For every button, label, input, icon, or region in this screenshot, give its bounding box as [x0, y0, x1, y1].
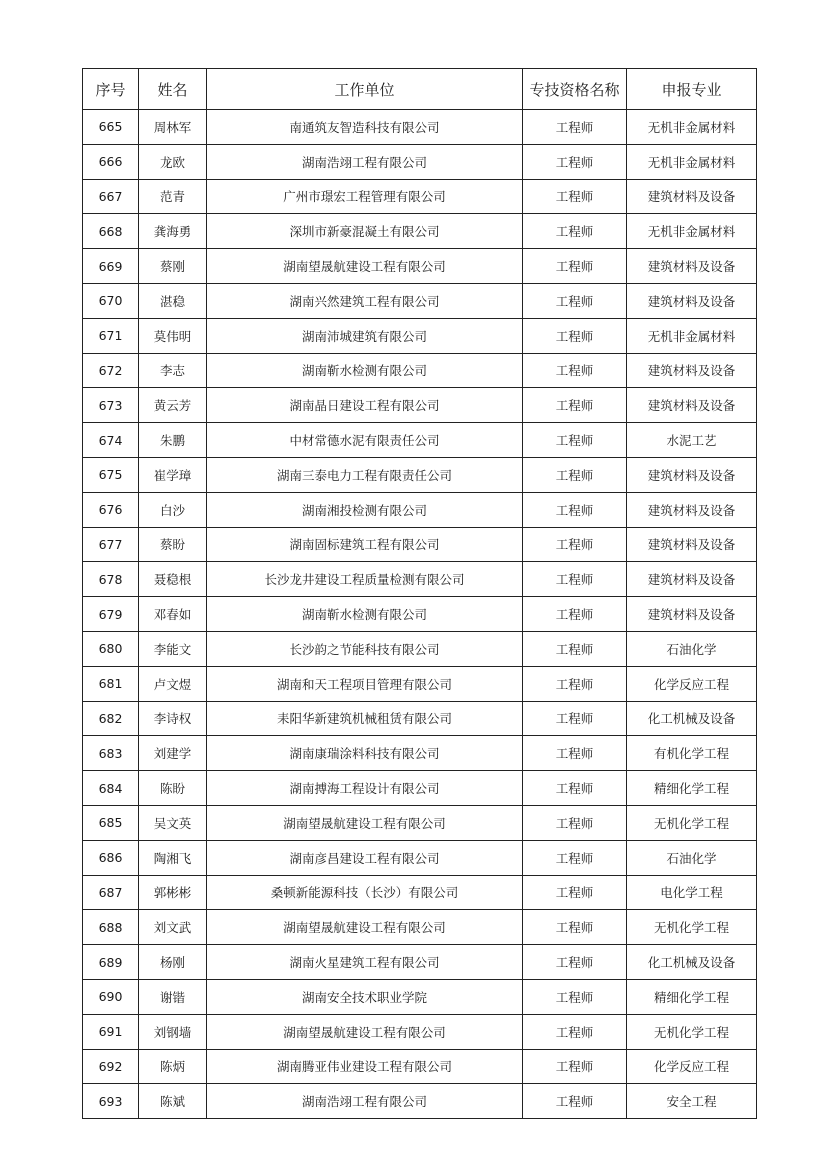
header-serial-number: 序号 — [83, 69, 139, 110]
cell-serial-number: 667 — [83, 179, 139, 214]
header-qualification: 专技资格名称 — [523, 69, 627, 110]
cell-qualification: 工程师 — [523, 562, 627, 597]
cell-work-unit: 长沙龙井建设工程质量检测有限公司 — [207, 562, 523, 597]
table-row — [83, 527, 757, 562]
cell-qualification: 工程师 — [523, 179, 627, 214]
table-row — [83, 353, 757, 388]
cell-specialty: 建筑材料及设备 — [627, 492, 757, 527]
table-row — [83, 736, 757, 771]
cell-name: 周林军 — [139, 110, 207, 145]
cell-serial-number: 687 — [83, 875, 139, 910]
table-row — [83, 1084, 757, 1119]
table-row — [83, 1049, 757, 1084]
cell-work-unit: 桑顿新能源科技（长沙）有限公司 — [207, 875, 523, 910]
cell-work-unit: 湖南望晟航建设工程有限公司 — [207, 910, 523, 945]
cell-name: 吴文英 — [139, 805, 207, 840]
cell-name: 湛稳 — [139, 283, 207, 318]
cell-name: 李诗权 — [139, 701, 207, 736]
cell-work-unit: 湖南兴然建筑工程有限公司 — [207, 283, 523, 318]
table-row — [83, 457, 757, 492]
table-row — [83, 388, 757, 423]
cell-qualification: 工程师 — [523, 214, 627, 249]
cell-qualification: 工程师 — [523, 1049, 627, 1084]
cell-serial-number: 674 — [83, 423, 139, 458]
cell-specialty: 石油化学 — [627, 840, 757, 875]
cell-specialty: 石油化学 — [627, 631, 757, 666]
cell-serial-number: 675 — [83, 457, 139, 492]
cell-serial-number: 668 — [83, 214, 139, 249]
cell-qualification: 工程师 — [523, 457, 627, 492]
cell-qualification: 工程师 — [523, 771, 627, 806]
personnel-table — [82, 68, 757, 1119]
cell-work-unit: 湖南搏海工程设计有限公司 — [207, 771, 523, 806]
cell-serial-number: 672 — [83, 353, 139, 388]
cell-work-unit: 湖南安全技术职业学院 — [207, 979, 523, 1014]
cell-specialty: 建筑材料及设备 — [627, 562, 757, 597]
cell-serial-number: 679 — [83, 597, 139, 632]
cell-name: 刘建学 — [139, 736, 207, 771]
cell-serial-number: 690 — [83, 979, 139, 1014]
table-row — [83, 597, 757, 632]
cell-name: 李能文 — [139, 631, 207, 666]
cell-specialty: 建筑材料及设备 — [627, 597, 757, 632]
cell-serial-number: 671 — [83, 318, 139, 353]
cell-work-unit: 湖南靳水检测有限公司 — [207, 353, 523, 388]
cell-serial-number: 665 — [83, 110, 139, 145]
cell-qualification: 工程师 — [523, 805, 627, 840]
cell-work-unit: 湖南湘投检测有限公司 — [207, 492, 523, 527]
cell-serial-number: 685 — [83, 805, 139, 840]
cell-work-unit: 湖南望晟航建设工程有限公司 — [207, 249, 523, 284]
cell-serial-number: 686 — [83, 840, 139, 875]
cell-specialty: 无机化学工程 — [627, 1014, 757, 1049]
cell-specialty: 无机化学工程 — [627, 805, 757, 840]
cell-name: 蔡刚 — [139, 249, 207, 284]
cell-qualification: 工程师 — [523, 144, 627, 179]
cell-serial-number: 676 — [83, 492, 139, 527]
cell-name: 陶湘飞 — [139, 840, 207, 875]
cell-qualification: 工程师 — [523, 840, 627, 875]
table-row — [83, 144, 757, 179]
table-row — [83, 840, 757, 875]
cell-specialty: 有机化学工程 — [627, 736, 757, 771]
cell-name: 龙欧 — [139, 144, 207, 179]
cell-qualification: 工程师 — [523, 353, 627, 388]
cell-name: 范青 — [139, 179, 207, 214]
cell-specialty: 无机非金属材料 — [627, 144, 757, 179]
cell-specialty: 精细化学工程 — [627, 979, 757, 1014]
cell-work-unit: 湖南腾亚伟业建设工程有限公司 — [207, 1049, 523, 1084]
cell-qualification: 工程师 — [523, 1084, 627, 1119]
cell-serial-number: 691 — [83, 1014, 139, 1049]
cell-serial-number: 689 — [83, 945, 139, 980]
cell-work-unit: 湖南三泰电力工程有限责任公司 — [207, 457, 523, 492]
cell-work-unit: 广州市璟宏工程管理有限公司 — [207, 179, 523, 214]
cell-specialty: 建筑材料及设备 — [627, 283, 757, 318]
table-row — [83, 110, 757, 145]
table-row — [83, 631, 757, 666]
cell-name: 陈盼 — [139, 771, 207, 806]
cell-name: 白沙 — [139, 492, 207, 527]
cell-name: 崔学璋 — [139, 457, 207, 492]
header-work-unit: 工作单位 — [207, 69, 523, 110]
cell-qualification: 工程师 — [523, 666, 627, 701]
cell-name: 郭彬彬 — [139, 875, 207, 910]
cell-serial-number: 683 — [83, 736, 139, 771]
cell-name: 杨刚 — [139, 945, 207, 980]
cell-specialty: 精细化学工程 — [627, 771, 757, 806]
cell-work-unit: 湖南靳水检测有限公司 — [207, 597, 523, 632]
cell-name: 李志 — [139, 353, 207, 388]
table-header-row — [83, 69, 757, 110]
cell-name: 聂稳根 — [139, 562, 207, 597]
table-row — [83, 701, 757, 736]
header-name: 姓名 — [139, 69, 207, 110]
table-body — [83, 110, 757, 1119]
cell-serial-number: 682 — [83, 701, 139, 736]
cell-serial-number: 669 — [83, 249, 139, 284]
cell-work-unit: 湖南浩翊工程有限公司 — [207, 144, 523, 179]
cell-serial-number: 692 — [83, 1049, 139, 1084]
table-row — [83, 875, 757, 910]
cell-name: 龚海勇 — [139, 214, 207, 249]
cell-specialty: 建筑材料及设备 — [627, 249, 757, 284]
cell-specialty: 电化学工程 — [627, 875, 757, 910]
table-row — [83, 249, 757, 284]
cell-name: 谢锴 — [139, 979, 207, 1014]
cell-name: 陈斌 — [139, 1084, 207, 1119]
cell-qualification: 工程师 — [523, 492, 627, 527]
table-row — [83, 423, 757, 458]
cell-qualification: 工程师 — [523, 388, 627, 423]
table-row — [83, 1014, 757, 1049]
cell-name: 黄云芳 — [139, 388, 207, 423]
cell-name: 莫伟明 — [139, 318, 207, 353]
cell-work-unit: 湖南浩翊工程有限公司 — [207, 1084, 523, 1119]
table-row — [83, 945, 757, 980]
cell-serial-number: 666 — [83, 144, 139, 179]
table-row — [83, 805, 757, 840]
cell-work-unit: 中材常德水泥有限责任公司 — [207, 423, 523, 458]
cell-qualification: 工程师 — [523, 1014, 627, 1049]
cell-serial-number: 673 — [83, 388, 139, 423]
cell-work-unit: 长沙韵之节能科技有限公司 — [207, 631, 523, 666]
cell-qualification: 工程师 — [523, 527, 627, 562]
cell-name: 卢文煜 — [139, 666, 207, 701]
table-row — [83, 318, 757, 353]
cell-specialty: 建筑材料及设备 — [627, 179, 757, 214]
cell-work-unit: 南通筑友智造科技有限公司 — [207, 110, 523, 145]
cell-name: 蔡盼 — [139, 527, 207, 562]
cell-specialty: 无机非金属材料 — [627, 318, 757, 353]
cell-specialty: 化学反应工程 — [627, 666, 757, 701]
cell-serial-number: 677 — [83, 527, 139, 562]
table-row — [83, 283, 757, 318]
cell-work-unit: 湖南和天工程项目管理有限公司 — [207, 666, 523, 701]
cell-specialty: 无机非金属材料 — [627, 214, 757, 249]
cell-specialty: 化学反应工程 — [627, 1049, 757, 1084]
cell-work-unit: 湖南彦昌建设工程有限公司 — [207, 840, 523, 875]
cell-qualification: 工程师 — [523, 979, 627, 1014]
cell-serial-number: 684 — [83, 771, 139, 806]
table-row — [83, 910, 757, 945]
cell-work-unit: 湖南晶日建设工程有限公司 — [207, 388, 523, 423]
cell-specialty: 建筑材料及设备 — [627, 388, 757, 423]
cell-specialty: 无机非金属材料 — [627, 110, 757, 145]
cell-qualification: 工程师 — [523, 283, 627, 318]
table-row — [83, 492, 757, 527]
cell-qualification: 工程师 — [523, 701, 627, 736]
cell-serial-number: 680 — [83, 631, 139, 666]
cell-work-unit: 深圳市新豪混凝土有限公司 — [207, 214, 523, 249]
cell-serial-number: 681 — [83, 666, 139, 701]
cell-serial-number: 693 — [83, 1084, 139, 1119]
cell-specialty: 安全工程 — [627, 1084, 757, 1119]
table-row — [83, 771, 757, 806]
cell-qualification: 工程师 — [523, 875, 627, 910]
cell-work-unit: 湖南望晟航建设工程有限公司 — [207, 805, 523, 840]
cell-qualification: 工程师 — [523, 736, 627, 771]
table-row — [83, 562, 757, 597]
cell-qualification: 工程师 — [523, 423, 627, 458]
cell-serial-number: 670 — [83, 283, 139, 318]
cell-work-unit: 湖南沛城建筑有限公司 — [207, 318, 523, 353]
cell-specialty: 化工机械及设备 — [627, 701, 757, 736]
cell-serial-number: 678 — [83, 562, 139, 597]
table-row — [83, 666, 757, 701]
cell-specialty: 建筑材料及设备 — [627, 527, 757, 562]
cell-qualification: 工程师 — [523, 631, 627, 666]
cell-specialty: 化工机械及设备 — [627, 945, 757, 980]
table-row — [83, 979, 757, 1014]
cell-name: 刘文武 — [139, 910, 207, 945]
table-row — [83, 179, 757, 214]
cell-name: 陈炳 — [139, 1049, 207, 1084]
cell-qualification: 工程师 — [523, 249, 627, 284]
cell-work-unit: 湖南望晟航建设工程有限公司 — [207, 1014, 523, 1049]
cell-serial-number: 688 — [83, 910, 139, 945]
cell-work-unit: 湖南火星建筑工程有限公司 — [207, 945, 523, 980]
cell-work-unit: 湖南固标建筑工程有限公司 — [207, 527, 523, 562]
header-specialty: 申报专业 — [627, 69, 757, 110]
cell-name: 刘钢墙 — [139, 1014, 207, 1049]
cell-specialty: 水泥工艺 — [627, 423, 757, 458]
cell-work-unit: 湖南康瑞涂料科技有限公司 — [207, 736, 523, 771]
cell-qualification: 工程师 — [523, 945, 627, 980]
cell-name: 朱鹏 — [139, 423, 207, 458]
cell-qualification: 工程师 — [523, 910, 627, 945]
cell-qualification: 工程师 — [523, 597, 627, 632]
cell-specialty: 建筑材料及设备 — [627, 353, 757, 388]
cell-specialty: 无机化学工程 — [627, 910, 757, 945]
cell-qualification: 工程师 — [523, 110, 627, 145]
cell-work-unit: 耒阳华新建筑机械租赁有限公司 — [207, 701, 523, 736]
cell-qualification: 工程师 — [523, 318, 627, 353]
table-row — [83, 214, 757, 249]
cell-specialty: 建筑材料及设备 — [627, 457, 757, 492]
cell-name: 邓春如 — [139, 597, 207, 632]
